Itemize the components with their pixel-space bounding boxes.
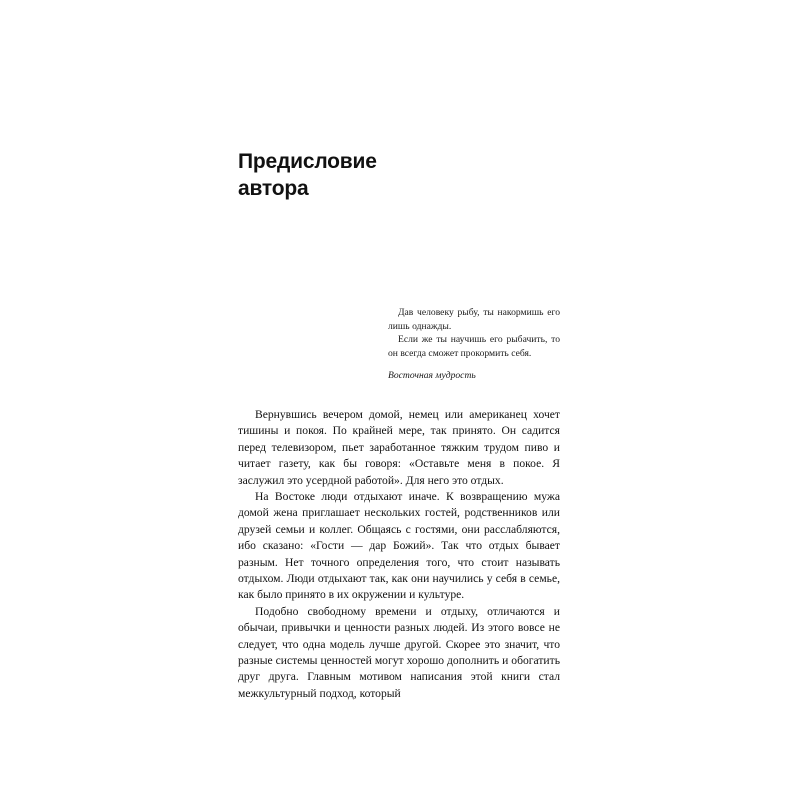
- page-title-line-1: Предисловие: [238, 150, 377, 173]
- epigraph: [238, 306, 560, 383]
- epigraph-paragraph: Дав человеку рыбу, ты накормишь его лишь однажды.: [388, 307, 560, 332]
- body-paragraph: Вернувшись вечером домой, немец или американец хочет тишины и покоя. По крайней мере, так принято. Он садится перед телевизором, пьет заработанное тяжким трудом пиво и читает газету, как бы говоря: «Оставьте меня в покое. Я заслужил это усердной работой». Для него это отдых.: [238, 407, 560, 487]
- body-paragraph: Подобно свободному времени и отдыху, отличаются и обычаи, привычки и ценности разных людей. Из этого вовсе не следует, что одна модель лучше другой. Скорее это значит, что разные системы ценностей могут хорошо дополнить и обогатить друг друга. Главным мотивом написания этой книги стал межкультурный подход, который: [238, 604, 560, 700]
- body-paragraph: На Востоке люди отдыхают иначе. К возвращению мужа домой жена приглашает нескольких гостей, родственников или друзей семьи и коллег. Общаясь с гостями, они расслабляются, ибо сказано: «Гости — дар Божий». Так что отдых бывает разным. Нет точного определения того, что стоит называть отдыхом. Люди отдыхают так, как они научились у себя в семье, как было принято в их окружении и культуре.: [238, 490, 560, 602]
- page-content: [238, 148, 560, 702]
- page-title-line-2: автора: [238, 177, 309, 200]
- body-text: [238, 407, 560, 702]
- epigraph-paragraph: Если же ты научишь его рыбачить, то он всегда сможет прокормить себя.: [388, 334, 560, 359]
- epigraph-source: Восточная мудрость: [388, 370, 476, 382]
- page-title: [238, 148, 560, 202]
